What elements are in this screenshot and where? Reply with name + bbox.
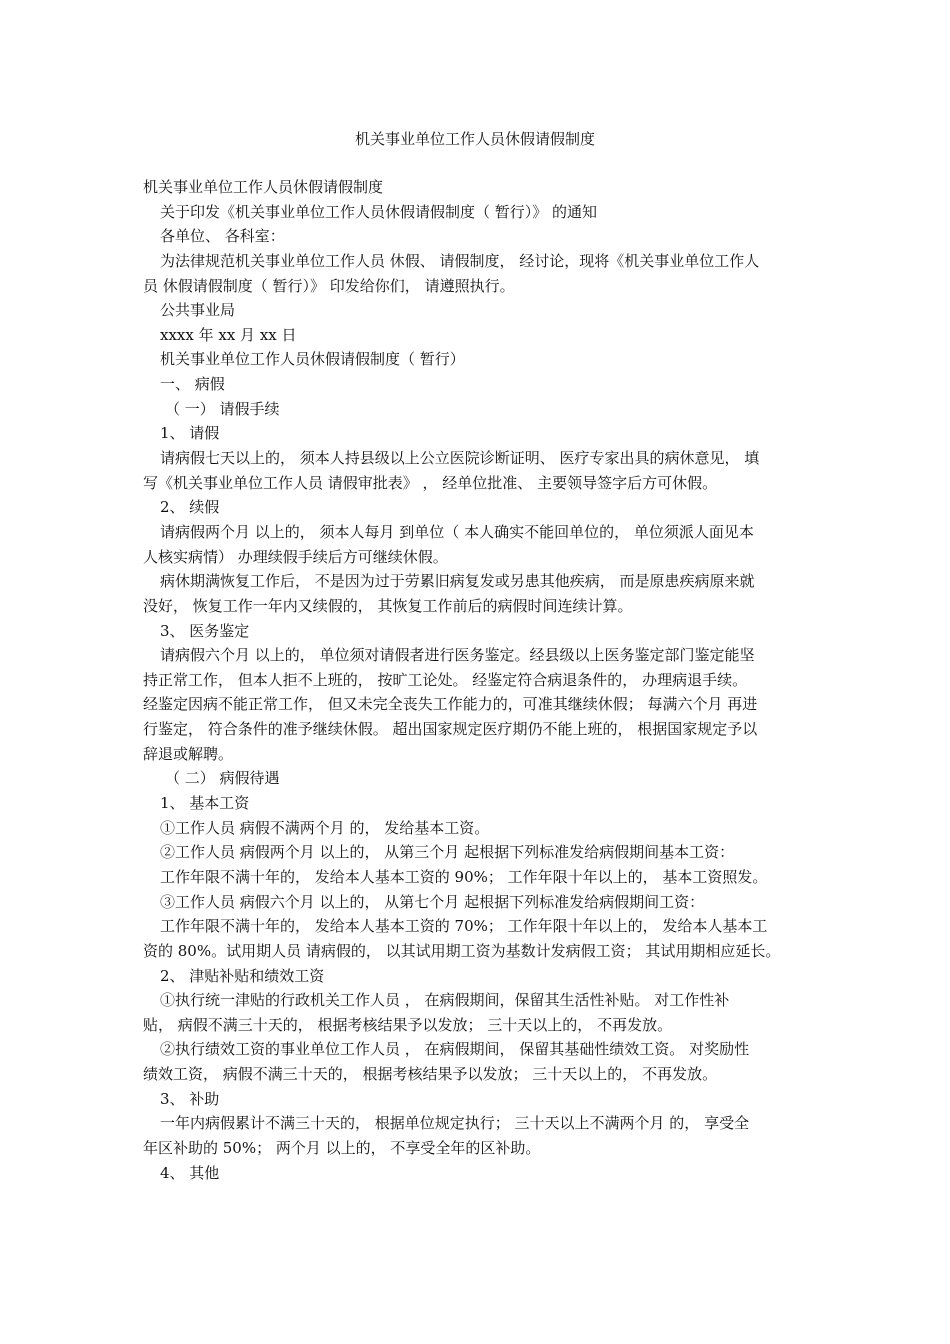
body-line: 机关事业单位工作人员休假请假制度（ 暂行） <box>160 350 465 369</box>
body-line: 关于印发《机关事业单位工作人员休假请假制度（ 暂行）》 的通知 <box>160 202 598 221</box>
item-heading: 1、 基本工资 <box>160 794 250 813</box>
body-line: 一年内病假累计不满三十天的， 根据单位规定执行； 三十天以上不满两个月 的， 享受全 <box>160 1114 750 1133</box>
body-line: ②执行绩效工资的事业单位工作人员 ， 在病假期间， 保留其基础性绩效工资。 对奖励性 <box>160 1040 750 1059</box>
item-heading: 3、 补助 <box>160 1089 220 1108</box>
body-line: 贴， 病假不满三十天的， 根据考核结果予以发放； 三十天以上的， 不再发放。 <box>143 1015 673 1034</box>
body-line: ③工作人员 病假六个月 以上的， 从第七个月 起根据下列标准发给病假期间工资： <box>160 892 705 911</box>
body-line: 各单位、 各科室： <box>160 227 285 246</box>
body-line: 机关事业单位工作人员休假请假制度 <box>143 178 384 196</box>
body-line: 持正常工作， 但本人拒不上班的， 按旷工论处。 经鉴定符合病退条件的， 办理病退手续。 <box>143 670 748 689</box>
item-heading: 2、 津贴补贴和绩效工资 <box>160 966 325 985</box>
body-line: 没好， 恢复工作一年内又续假的， 其恢复工作前后的病假时间连续计算。 <box>143 596 633 615</box>
item-heading: 3、 医务鉴定 <box>160 621 250 640</box>
body-line: 员 休假请假制度（ 暂行）》 印发给你们， 请遵照执行。 <box>143 276 515 295</box>
body-line: 人核实病情） 办理续假手续后方可继续休假。 <box>143 547 448 566</box>
item-heading: 4、 其他 <box>160 1163 220 1182</box>
body-line: xxxx 年 xx 月 xx 日 <box>160 325 297 344</box>
body-line: 公共事业局 <box>160 301 236 320</box>
body-line: 资的 80%。试用期人员 请病假的， 以其试用期工资为基数计发病假工资； 其试用期相应延长。 <box>143 941 781 960</box>
body-line: ①工作人员 病假不满两个月 的， 发给基本工资。 <box>160 818 490 837</box>
body-line: 写《机关事业单位工作人员 请假审批表》 ， 经单位批准、 主要领导签字后方可休假。 <box>143 473 718 492</box>
body-line: ②工作人员 病假两个月 以上的， 从第三个月 起根据下列标准发给病假期间基本工资： <box>160 843 735 862</box>
body-line: 年区补助的 50%； 两个月 以上的， 不享受全年的区补助。 <box>143 1138 541 1157</box>
body-line: 请病假七天以上的， 须本人持县级以上公立医院诊断证明、 医疗专家出具的病休意见， 填 <box>160 449 760 468</box>
body-line: 工作年限不满十年的， 发给本人基本工资的 90%； 工作年限十年以上的， 基本工资照发。 <box>160 867 768 886</box>
subsection-heading: （ 二） 病假待遇 <box>165 769 280 788</box>
body-line: 请病假两个月 以上的， 须本人每月 到单位（ 本人确实不能回单位的， 单位须派人面见本 <box>160 522 754 541</box>
body-line: 行鉴定， 符合条件的准予继续休假。 超出国家规定医疗期仍不能上班的， 根据国家规定予以 <box>143 720 758 739</box>
body-line: 绩效工资， 病假不满三十天的， 根据考核结果予以发放； 三十天以上的， 不再发放。 <box>143 1065 718 1084</box>
body-line: 工作年限不满十年的， 发给本人基本工资的 70%； 工作年限十年以上的， 发给本人基本工 <box>160 917 768 936</box>
body-line: ①执行统一津贴的行政机关工作人员 ， 在病假期间，保留其生活性补贴。 对工作性补 <box>160 991 730 1010</box>
body-line: 请病假六个月 以上的， 单位须对请假者进行医务鉴定。经县级以上医务鉴定部门鉴定能坚 <box>160 646 755 665</box>
body-line: 病休期满恢复工作后， 不是因为过于劳累旧病复发或另患其他疾病， 而是原患疾病原来就 <box>160 572 755 591</box>
body-line: 经鉴定因病不能正常工作， 但又未完全丧失工作能力的，可准其继续休假； 每满六个月 再进 <box>143 695 758 714</box>
section-heading: 一、 病假 <box>160 375 225 394</box>
item-heading: 1、 请假 <box>160 424 220 443</box>
item-heading: 2、 续假 <box>160 498 220 517</box>
body-line: 辞退或解聘。 <box>143 744 234 763</box>
document-title: 机关事业单位工作人员休假请假制度 <box>354 130 595 148</box>
document-body <box>143 175 823 1185</box>
subsection-heading: （ 一） 请假手续 <box>165 399 280 418</box>
body-line: 为法律规范机关事业单位工作人员 休假、 请假制度， 经讨论，现将《机关事业单位工作人 <box>160 251 760 270</box>
